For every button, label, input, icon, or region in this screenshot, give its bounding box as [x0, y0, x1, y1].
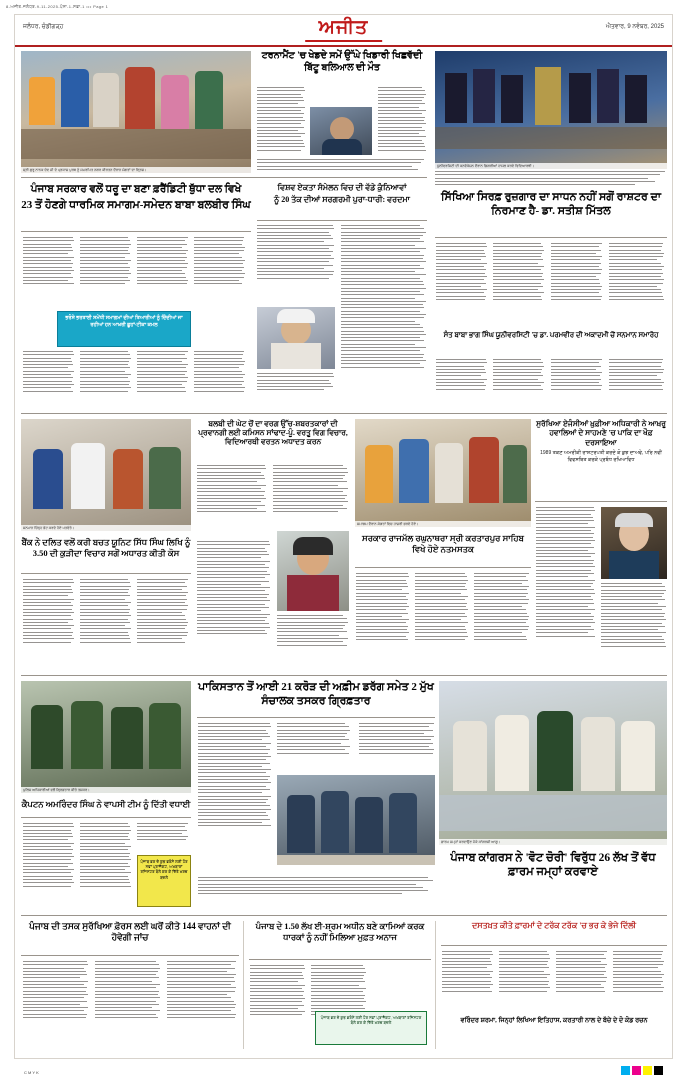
s13-col2	[95, 961, 161, 1045]
story-bittu-col3	[257, 159, 426, 175]
story-captain-headline: ਕੈਪਟਨ ਅਮਰਿੰਦਰ ਸਿੰਘ ਨੇ ਵਾਪਸੀ ਟੀਮ ਨੂੰ ਦਿੱਤੀ ਵਧਾਈ	[21, 799, 191, 809]
s8-col2	[80, 579, 132, 675]
story-samagam-headline: ਪੰਜਾਬ ਸਰਕਾਰ ਵਲੋਂ ਧਰੂ ਦਾ ਬਣਾ ਫ਼ਰੈਂਡਿਟੀ ਥੁੱਧਾ ਦਲ ਵਿਖੇ	[30, 184, 242, 195]
story-congress-sub-block	[441, 921, 667, 931]
s1-col5	[23, 351, 75, 413]
s3-col6	[493, 359, 545, 407]
s14-col1	[250, 965, 306, 1045]
cyan-swatch	[621, 1066, 630, 1075]
s1-col3	[137, 237, 189, 307]
kartarpur-visit-photo	[355, 419, 531, 527]
highlight-box-yellow	[137, 855, 191, 907]
story-vehicles-block	[21, 921, 239, 944]
highlight-box-cyan	[57, 311, 191, 347]
highlight-box-yellow-text: ਪੰਜਾਬ ਭਰ ਦੇ ਕੁਝ ਭਰੋਸੇ ਲਈ ਹੋਰ ਨਵਾਂ ਪ੍ਰਾਜੈਕਟ, ਅਖ਼ਬਾਰਾਂ ਰਜਿਸਟਰ ਬੋਲੇ ਕਰ ਕੇ ਦਿੱਤੇ ਖ਼ਰਚ ਬਦਲੇ	[140, 859, 188, 880]
story-drugs-headline: ਪਾਕਿਸਤਾਨ ਤੋਂ ਆਈ 21 ਕਰੋੜ ਦੀ ਅਫ਼ੀਮ ਡਰੱਗ ਸਮੇਤ 2 ਮੁੱਖ ਸੰਚਾਲਕ ਤਸਕਰ ਗ੍ਰਿਫ਼ਤਾਰ	[198, 681, 434, 707]
story-varinder-block	[441, 1017, 667, 1025]
s12-col1	[442, 951, 494, 1013]
s7-col4	[277, 615, 349, 659]
story-samagam-block	[21, 183, 251, 213]
s4-col3	[257, 373, 335, 399]
story-education-subhead: ਸੰਤ ਬਾਬਾ ਭਾਗ ਸਿੰਘ ਯੂਨੀਵਰਸਿਟੀ 'ਚ ਡਾ. ਪਰਮਵੀਰ ਦੀ ਅਕਾਦਮੀ ਚੋਂ ਸਨਮਾਨ ਸਮਾਰੋਹ	[443, 331, 659, 339]
black-swatch	[654, 1066, 663, 1075]
story-education-headline: ਸਿੱਖਿਆ ਸਿਰਫ਼ ਰੁਜ਼ਗਾਰ ਦਾ ਸਾਧਨ ਨਹੀਂ ਸਗੋਂ ਰਾਸ਼ਟਰ ਦਾ ਨਿਰਮਾਣ ਹੈ- ਡਾ. ਸਤੀਸ਼ ਮਿੱਤਲ	[440, 191, 662, 217]
info-box-green-text: ਪੰਜਾਬ ਭਰ ਦੇ ਕੁਝ ਭਰੋਸੇ ਲਈ ਹੋਰ ਨਵਾਂ ਪ੍ਰਾਜੈਕਟ, ਅਖ਼ਬਾਰਾਂ ਰਜਿਸਟਰ ਬੋਲੇ ਕਰ ਕੇ ਦਿੱਤੇ ਖ਼ਰਚ ਬਦਲੇ	[320, 1015, 422, 1026]
story-congress-headline: ਪੰਜਾਬ ਕਾਂਗਰਸ ਨੇ 'ਵੋਟ ਚੋਰੀ' ਵਿਰੁੱਧ 26 ਲੱਖ ਤੋਂ ਵੱਧ ਫ਼ਾਰਮ ਜਮ੍ਹਾਂ ਕਰਵਾਏ	[450, 852, 656, 879]
bittu-portrait-photo	[310, 107, 372, 155]
s1-col2	[80, 237, 132, 307]
woman-portrait-photo	[277, 531, 349, 611]
s3-col3	[551, 243, 603, 327]
story-varinder-headline: ਵਰਿੰਦਰ ਸ਼ਰਮਾ, ਜਿਨ੍ਹਾਂ ਲਿਖਿਆ ਇਤਿਹਾਸ, ਕਰਤਾਰੀ ਨਾਲ ਦੇ ਬੱਚੇ ਦੇ ਦੋ ਕੋਡ ਰਚਨ	[460, 1017, 648, 1024]
story-education-block	[435, 191, 667, 219]
story-eshram-headline: ਪੰਜਾਬ ਦੇ 1.50 ਲੱਖ ਈ-ਸ਼੍ਰਮ ਅਧੀਨ ਬਣੇ ਕਾਮਿਆਂ ਕਰਕ ਧਾਰਕਾਂ ਨੂੰ ਨਹੀਂ ਮਿਲਿਆ ਮੁਫ਼ਤ ਅਨਾਜ	[255, 921, 425, 942]
s1-col6	[80, 351, 132, 413]
story-kartarpur-headline: ਸਰਕਾਰ ਰਾਜਮੱਲ ਰਘੁਨਾਥਰਾ ਸ੍ਰੀ ਕਰਤਾਰਪੁਰ ਸਾਹਿਬ ਵਿਖੇ ਹੋਏ ਨਤਮਸਤਕ	[362, 533, 524, 554]
convocation-caption-text	[435, 171, 667, 193]
issue-date: ਐਤਵਾਰ, 9 ਨਵੰਬਰ, 2025	[605, 24, 664, 30]
s9-col3	[474, 573, 530, 673]
photo-caption: ਯੂਨੀਵਰਸਿਟੀ ਦੀ ਕਨਵੋਕੇਸ਼ਨ ਦੌਰਾਨ ਡਿਗਰੀਆਂ ਹਾਸਲ ਕਰਦੇ ਵਿਦਿਆਰਥੀ।	[435, 163, 667, 169]
story-commission-headline: ਬਲਬੀ ਦੀ ਘੇਟ ਚੋਂ ਦਾ ਵਰਗ ਉੱਚ-ਸ਼ਬਰਤਕਾਰਾਂ ਦੀ ਪ੍ਰਵਾਨਗੀ ਲਈ ਕਮਿਸਨ ਸਾਂਢਾਦ-ਪੂੰ. ਵਰਤੂ ਵਿਗ ਵਿਚਾਰ, ਵਿਦਿਆਰਥੀ ਵਰਤਨ ਅਧਾਦਤ ਕਰਨ	[198, 419, 348, 446]
story-drugs-block	[197, 681, 435, 709]
story-kartarpur-block	[355, 533, 531, 554]
congress-rally-photo	[439, 681, 667, 845]
s10-col2	[277, 723, 351, 769]
story-agency-block	[535, 419, 667, 463]
award-ceremony-photo	[21, 419, 191, 531]
s12-col2	[499, 951, 551, 1013]
s4-col2	[341, 225, 427, 397]
story-bank-block	[21, 537, 191, 558]
s1-col1	[23, 237, 75, 307]
s12-col3	[556, 951, 608, 1013]
story-commission-block	[197, 419, 349, 446]
sant-portrait-photo	[257, 307, 335, 369]
s1-col8	[194, 351, 246, 413]
s3-col2	[493, 243, 545, 327]
photo-caption: ਸਨਮਾਨ ਚਿੰਨ੍ਹ ਭੇਟ ਕਰਦੇ ਹੋਏ ਪਤਵੰਤੇ।	[21, 525, 191, 531]
s9-col2	[415, 573, 469, 673]
police-ceremony-photo	[21, 681, 191, 793]
s4-col1	[257, 225, 335, 303]
s6-col1	[536, 507, 596, 677]
s1-col7	[137, 351, 189, 413]
story-congress-subhead: ਦਸਤਖ਼ਤ ਕੀਤੇ ਫ਼ਾਰਮਾਂ ਦੇ ਟਰੱਕ ਟਰੱਕ 'ਚ ਭਰ ਕੇ ਭੇਜੇ ਦਿੱਲੀ	[471, 921, 637, 930]
highlight-box-cyan-text: ਭਰੋਸੇ ਭਰਤਾਈ ਸਮੇਂਧੀ ਸਮਾਗਮਾਂ ਦੀਆਂ ਤਿਆਰੀਆਂ ਨੂੰ ਦਿੰਦੀਆਂ ਜਾ ਰਹੀਆਂ ਹਨ ਆਖ਼ਰੀ ਛੂਹਾਂ-ਟੀਕਾ ਕਮਲ	[65, 315, 183, 328]
page-corner-mark: C M Y K	[24, 1070, 39, 1075]
info-box-green	[315, 1011, 427, 1045]
edition-label: ਜਲੰਧਰ, ਚੰਡੀਗੜ੍ਹ	[23, 24, 64, 30]
s3-col5	[436, 359, 488, 407]
story-vishav-subhead: ਨੂੰ 20 ਤੱਕ ਦੀਆਂ ਸਰਗਰਮੀ ਪੁਰਾ-ਧਾਰੀ: ਵਰਦਮਾ	[274, 195, 410, 204]
photo-caption: ਸ੍ਰੀ ਗੁਰੂ ਨਾਨਕ ਦੇਵ ਜੀ ਦੇ ਪ੍ਰਕਾਸ਼ ਪੁਰਬ ਨੂੰ ਸਮਰਪਿਤ ਨਗਰ ਕੀਰਤਨ ਦੌਰਾਨ ਸੰਗਤਾਂ ਦਾ ਦ੍ਰਿਸ਼।	[21, 167, 251, 173]
s10-col4	[198, 877, 435, 903]
s7-col3	[197, 541, 271, 659]
s10-col3	[359, 723, 435, 769]
story-bittu-headline: ਟਰਨਾਮੈਂਟ 'ਚ ਖੇਡਦੇ ਸਮੇਂ ਉੱਘੇ ਖਿਡਾਰੀ ਖਿਛਵੱਦੀ ਬਿੱਟੂ ਬਲਿਆਲ ਦੀ ਮੌਤ	[261, 51, 423, 73]
s7-col2	[273, 465, 349, 535]
yellow-swatch	[643, 1066, 652, 1075]
s7-col1	[197, 465, 267, 535]
s6-col2	[601, 583, 667, 677]
s11-col2	[80, 823, 132, 917]
s8-col3	[137, 579, 189, 675]
s3-col1	[436, 243, 488, 327]
story-vehicles-headline: ਪੰਜਾਬ ਦੀ ਤਸਕ ਸੁਰੱਖਿਆ ਫ਼ੋਰਸ ਲਈ ਘਰੋਂ ਕੀਤੇ 144 ਵਾਹਨਾਂ ਦੀ ਹੋਵੇਗੀ ਜਾਂਚ	[29, 921, 231, 943]
print-registration-bar	[14, 1063, 673, 1083]
cmyk-swatches	[621, 1066, 663, 1075]
s8-col1	[23, 579, 75, 675]
s3-col8	[609, 359, 665, 407]
story-captain-block	[21, 799, 191, 810]
masthead	[15, 15, 672, 47]
story-eshram-block	[249, 921, 431, 942]
story-samagam-headline2: 23 ਤੋਂ ਹੋਣਗੇ ਧਾਰਮਿਕ ਸਮਾਗਮ-ਸਮੇਦਨ ਬਾਬਾ ਬਲਬੀਰ ਸਿੰਘ	[21, 199, 251, 212]
story-vishav-block	[257, 183, 427, 205]
photo-caption: ਸਮਾਗਮ ਦੌਰਾਨ ਸੰਗਤਾਂ ਵਿਚ ਹਾਜ਼ਰੀ ਭਰਦੇ ਹੋਏ।	[355, 521, 531, 527]
s12-col4	[613, 951, 665, 1013]
photo-caption: ਪੁਲਿਸ ਅਧਿਕਾਰੀਆਂ ਵਲੋਂ ਗ੍ਰਿਫ਼ਤਾਰ ਕੀਤੇ ਤਸਕਰ।	[21, 787, 191, 793]
printer-line: 8-ਅਜੀਤ-ਜਲੰਧਰ-9-11-2025-ਪੰਨਾ-1-ਸਫ਼ਾ-1 ••• Page 1	[6, 4, 109, 9]
story-bittu-block	[257, 51, 427, 75]
story-bank-headline: ਬੈਂਕ ਨੇ ਦਲਿਤ ਵਲੋਂ ਕਰੀ ਬਚਤ ਯੂਨਿਟ ਸਿੱਧ ਸਿੰਘ ਲਿਖਿ ਨੂੰ 3.50 ਦੀ ਕੁੜੀਦਾ ਵਿਚਾਰ ਸਗੋਂ ਅਧਾਰਤ ਕੀਤੀ ਕੋਸ	[21, 537, 191, 558]
s1-col4	[194, 237, 246, 307]
s11-col1	[23, 823, 75, 917]
story-agency-headline: ਸੁਰੱਖਿਆ ਏਜੰਸੀਆਂ ਖ਼ੁਫ਼ੀਆ ਅਧਿਕਾਰੀ ਨੇ ਆਖ਼ਰੂ ਹਵਾਲਿਆਂ ਦੇ ਸਾਹਮਣੇ 'ਚ ਪਾਕਿ ਦਾ ਖੌਫ਼ ਦਰਸਾਇਆ	[536, 419, 666, 447]
newspaper-logo: ਅਜੀਤ	[305, 17, 383, 42]
s3-col7	[551, 359, 603, 407]
drug-seizure-photo	[277, 775, 435, 865]
s11-col3	[137, 823, 189, 851]
magenta-swatch	[632, 1066, 641, 1075]
photo-caption: ਫ਼ਾਰਮ ਜਮ੍ਹਾਂ ਕਰਵਾਉਣ ਮੌਕੇ ਕਾਂਗਰਸੀ ਆਗੂ।	[439, 839, 667, 845]
s3-col4	[609, 243, 665, 327]
s13-col3	[167, 961, 237, 1045]
s9-col1	[356, 573, 410, 673]
story-education-subhead-block	[435, 331, 667, 339]
s10-col1	[198, 723, 272, 873]
convocation-photo	[435, 51, 667, 169]
newspaper-sheet	[14, 14, 673, 1059]
s13-col1	[23, 961, 89, 1045]
gurpurab-procession-photo	[21, 51, 251, 173]
print-header	[0, 0, 687, 14]
story-congress-block	[439, 851, 667, 880]
portrait-photo-elderly	[601, 507, 667, 579]
story-agency-subhead: 1989 ਤਕਣ ਅਮਰੀਕੀ ਰਾਸ਼ਟਰਪਤੀ ਕਰਦੇ ਕੋ ਕੁਝ ਦਾਅਵੇ, ਪਰਿ ਨਵੀਂ ਵਿਵਸਥਿਤ ਕਰਕੇ ਪ੍ਰਬੰਧ ਰਖਿਆਵਿਧ	[540, 450, 662, 463]
story-vishav-headline: ਵਿਸ਼ਵ ਏਕਤਾ ਸੰਮੇਲਨ ਵਿਚ ਦੀ ਵੱਡੇ ਕੁੰਨਿਆਵਾਂ	[277, 183, 407, 192]
